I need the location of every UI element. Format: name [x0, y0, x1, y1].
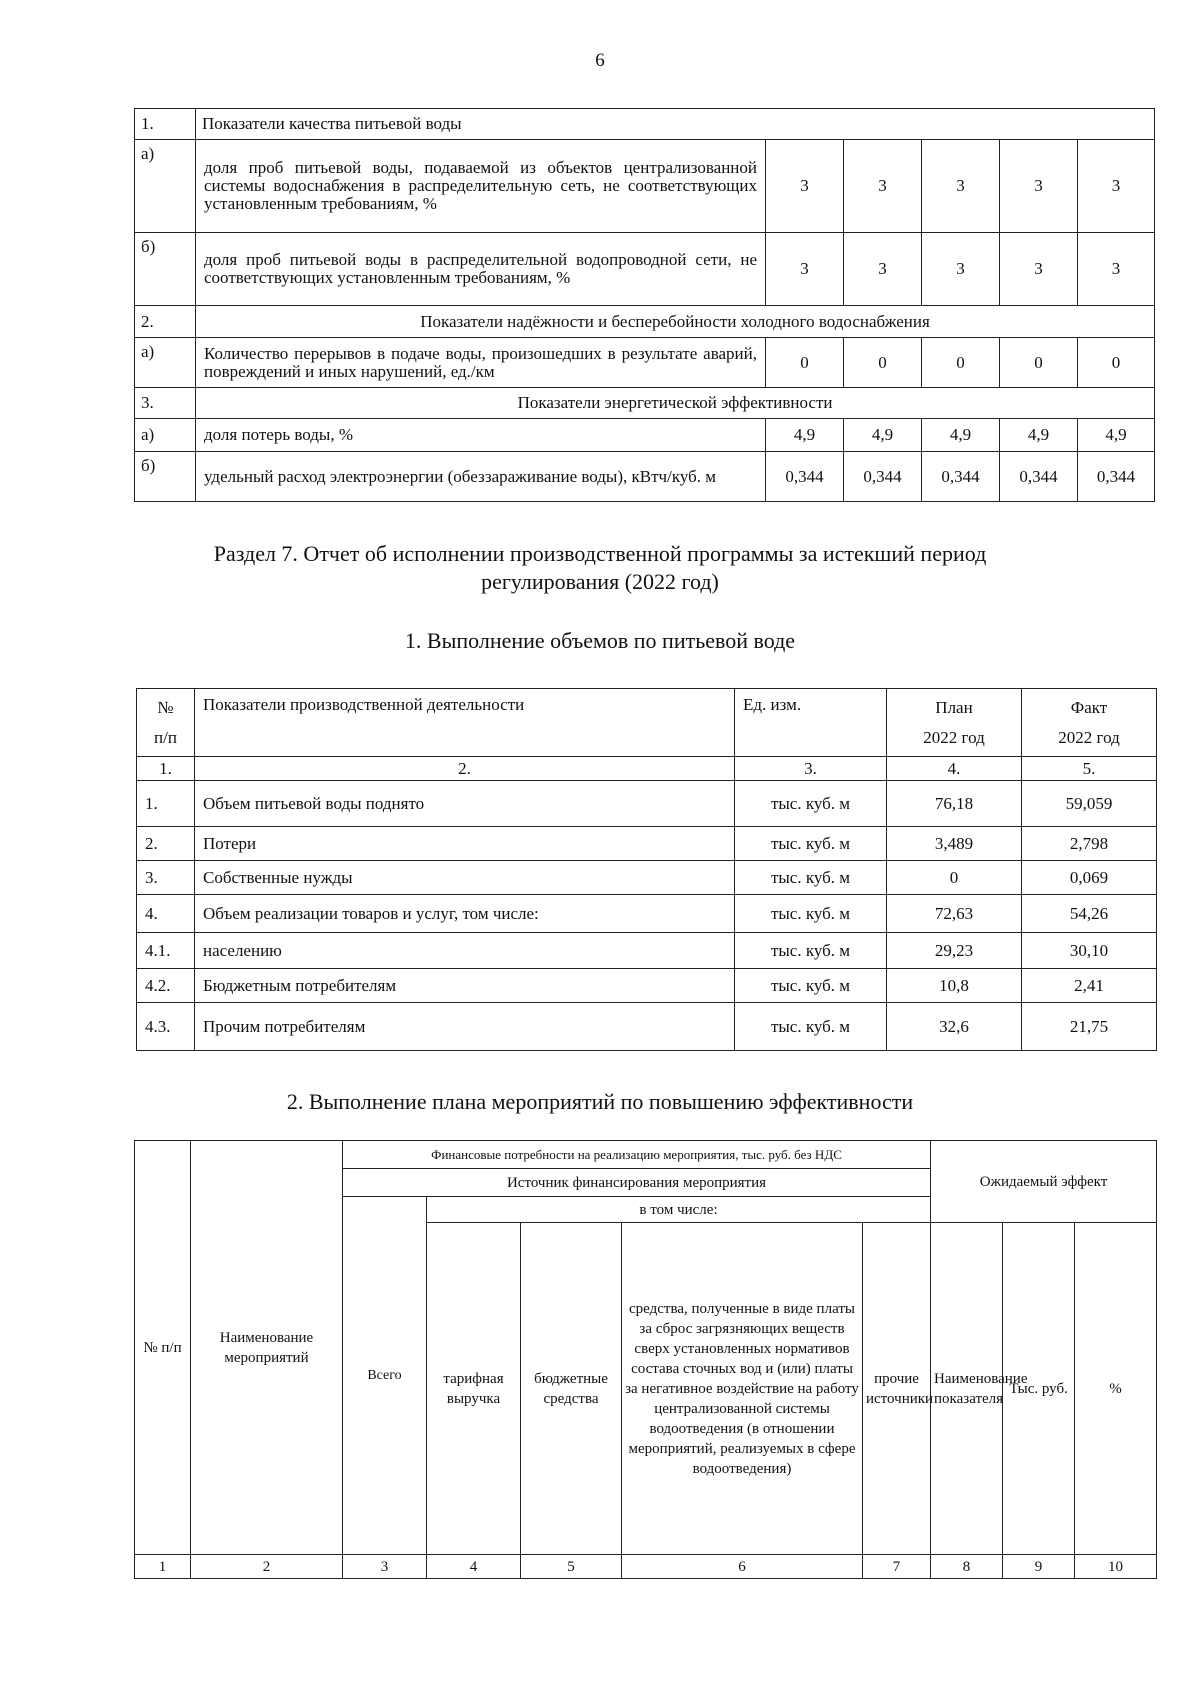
row-plan: 0 — [887, 861, 1022, 895]
table-row — [137, 969, 1157, 1003]
section-label: Показатели качества питьевой воды — [196, 109, 1155, 140]
column-number: 7 — [863, 1555, 931, 1579]
column-number: 9 — [1003, 1555, 1075, 1579]
table-row — [137, 1003, 1157, 1051]
row-fact: 21,75 — [1022, 1003, 1157, 1051]
column-number: 1 — [135, 1555, 191, 1579]
indicator-value: 0,344 — [922, 452, 1000, 502]
row-num: 4. — [137, 895, 195, 933]
header-other-sources: прочие источники — [863, 1223, 931, 1555]
column-number-row — [135, 1555, 1157, 1579]
indicator-value: 3 — [1078, 233, 1155, 306]
row-unit: тыс. куб. м — [735, 827, 887, 861]
indicator-value: 3 — [922, 233, 1000, 306]
indicator-value: 0,344 — [844, 452, 922, 502]
indicator-value: 0 — [844, 338, 922, 388]
row-plan: 3,489 — [887, 827, 1022, 861]
indicator-value: 3 — [844, 140, 922, 233]
section-label: Показатели надёжности и бесперебойности холодного водоснабжения — [196, 306, 1155, 338]
indicators-table — [134, 108, 1155, 502]
page-number: 6 — [595, 50, 605, 71]
table-row — [137, 827, 1157, 861]
row-unit: тыс. куб. м — [735, 1003, 887, 1051]
table-row — [135, 452, 1155, 502]
row-name: Объем реализации товаров и услуг, том числе: — [195, 895, 735, 933]
indicator-num: а) — [135, 140, 196, 233]
column-number: 4 — [427, 1555, 521, 1579]
row-plan: 29,23 — [887, 933, 1022, 969]
section-label: Показатели энергетической эффективности — [196, 388, 1155, 419]
indicator-value: 3 — [922, 140, 1000, 233]
indicator-value: 3 — [1000, 233, 1078, 306]
row-fact: 2,41 — [1022, 969, 1157, 1003]
row-fact: 2,798 — [1022, 827, 1157, 861]
row-num: 4.1. — [137, 933, 195, 969]
header-indicator: Показатели производственной деятельности — [195, 689, 735, 757]
header-plan: План 2022 год — [887, 689, 1022, 757]
row-plan: 10,8 — [887, 969, 1022, 1003]
header-expected-effect: Ожидаемый эффект — [931, 1141, 1157, 1223]
header-unit: Ед. изм. — [735, 689, 887, 757]
header-budget-funds: бюджетные средства — [521, 1223, 622, 1555]
row-name: населению — [195, 933, 735, 969]
table-row — [135, 419, 1155, 452]
column-number: 6 — [622, 1555, 863, 1579]
header-indicator-name: Наименование показателя — [931, 1223, 1003, 1555]
table-row — [137, 895, 1157, 933]
indicator-value: 0,344 — [1000, 452, 1078, 502]
subsection-title: 1. Выполнение объемов по питьевой воде — [404, 628, 796, 653]
column-number: 3 — [343, 1555, 427, 1579]
table-row — [135, 388, 1155, 419]
row-num: 4.3. — [137, 1003, 195, 1051]
indicator-value: 4,9 — [1078, 419, 1155, 452]
table-row — [137, 861, 1157, 895]
row-plan: 76,18 — [887, 781, 1022, 827]
indicator-value: 0,344 — [1078, 452, 1155, 502]
header-measure-name: Наименование мероприятий — [191, 1141, 343, 1555]
indicator-num: а) — [135, 419, 196, 452]
column-number: 4. — [887, 757, 1022, 781]
column-number: 5. — [1022, 757, 1157, 781]
column-number: 1. — [137, 757, 195, 781]
column-number: 8 — [931, 1555, 1003, 1579]
column-number: 2. — [195, 757, 735, 781]
header-num: № п/п — [137, 689, 195, 757]
indicator-num: б) — [135, 233, 196, 306]
row-num: 2. — [137, 827, 195, 861]
table-row — [135, 109, 1155, 140]
header-tariff-revenue: тарифная выручка — [427, 1223, 521, 1555]
row-unit: тыс. куб. м — [735, 861, 887, 895]
indicator-num: б) — [135, 452, 196, 502]
indicator-label: доля проб питьевой воды в распределительной водопроводной сети, не соответствующих установленным требованиям, % — [196, 233, 766, 306]
indicator-value: 3 — [766, 233, 844, 306]
indicator-value: 0 — [1078, 338, 1155, 388]
measures-table — [134, 1140, 1157, 1579]
indicator-value: 4,9 — [766, 419, 844, 452]
row-unit: тыс. куб. м — [735, 895, 887, 933]
column-number: 10 — [1075, 1555, 1157, 1579]
row-name: Объем питьевой воды поднято — [195, 781, 735, 827]
column-number: 5 — [521, 1555, 622, 1579]
header-fee-funds: средства, полученные в виде платы за сброс загрязняющих веществ сверх установленных нормативов состава сточных вод и (или) платы за негативное воздействие на работу централизованной системы водоотведения (в отношении мероприятий, реализуемых в сфере водоотведения) — [622, 1223, 863, 1555]
row-unit: тыс. куб. м — [735, 781, 887, 827]
row-plan: 72,63 — [887, 895, 1022, 933]
section-title-line: Раздел 7. Отчет об исполнении производственной программы за истекший период — [213, 541, 987, 566]
indicator-num: а) — [135, 338, 196, 388]
table-row — [137, 933, 1157, 969]
indicator-value: 4,9 — [922, 419, 1000, 452]
row-num: 1. — [137, 781, 195, 827]
header-financial-needs: Финансовые потребности на реализацию мероприятия, тыс. руб. без НДС — [343, 1141, 931, 1169]
header-including: в том числе: — [427, 1197, 931, 1223]
indicator-label: доля проб питьевой воды, подаваемой из объектов централизованной системы водоснабжения в распределительную сеть, не соответствующих установленным требованиям, % — [196, 140, 766, 233]
indicator-value: 0 — [922, 338, 1000, 388]
indicator-value: 3 — [1078, 140, 1155, 233]
row-name: Потери — [195, 827, 735, 861]
header-percent: % — [1075, 1223, 1157, 1555]
column-number: 3. — [735, 757, 887, 781]
indicator-value: 3 — [844, 233, 922, 306]
column-number-row — [137, 757, 1157, 781]
subsection-title: 2. Выполнение плана мероприятий по повышению эффективности — [286, 1089, 914, 1114]
row-fact: 54,26 — [1022, 895, 1157, 933]
indicator-value: 4,9 — [1000, 419, 1078, 452]
indicator-value: 0 — [766, 338, 844, 388]
table-row — [135, 338, 1155, 388]
row-unit: тыс. куб. м — [735, 969, 887, 1003]
row-name: Прочим потребителям — [195, 1003, 735, 1051]
table-row — [135, 233, 1155, 306]
row-plan: 32,6 — [887, 1003, 1022, 1051]
header-num: № п/п — [135, 1141, 191, 1555]
indicator-value: 0 — [1000, 338, 1078, 388]
row-fact: 30,10 — [1022, 933, 1157, 969]
row-fact: 0,069 — [1022, 861, 1157, 895]
indicator-label: Количество перерывов в подаче воды, произошедших в результате аварий, повреждений и иных нарушений, ед./км — [196, 338, 766, 388]
header-total: Всего — [343, 1197, 427, 1555]
section-title — [0, 540, 1200, 596]
section-title-line: регулирования (2022 год) — [481, 569, 719, 594]
table-row — [137, 781, 1157, 827]
row-num: 3. — [137, 861, 195, 895]
row-name: Собственные нужды — [195, 861, 735, 895]
table-row — [135, 140, 1155, 233]
row-fact: 59,059 — [1022, 781, 1157, 827]
table-row — [135, 306, 1155, 338]
header-fact: Факт 2022 год — [1022, 689, 1157, 757]
column-number: 2 — [191, 1555, 343, 1579]
volume-table — [136, 688, 1157, 1051]
indicator-num: 2. — [135, 306, 196, 338]
table-header-row — [135, 1141, 1157, 1169]
row-name: Бюджетным потребителям — [195, 969, 735, 1003]
indicator-label: удельный расход электроэнергии (обеззараживание воды), кВтч/куб. м — [196, 452, 766, 502]
row-unit: тыс. куб. м — [735, 933, 887, 969]
indicator-value: 0,344 — [766, 452, 844, 502]
indicator-value: 4,9 — [844, 419, 922, 452]
indicator-num: 3. — [135, 388, 196, 419]
indicator-num: 1. — [135, 109, 196, 140]
header-thousand-rub: Тыс. руб. — [1003, 1223, 1075, 1555]
header-financing-source: Источник финансирования мероприятия — [343, 1169, 931, 1197]
indicator-value: 3 — [1000, 140, 1078, 233]
row-num: 4.2. — [137, 969, 195, 1003]
indicator-label: доля потерь воды, % — [196, 419, 766, 452]
indicator-value: 3 — [766, 140, 844, 233]
table-header-row — [137, 689, 1157, 757]
